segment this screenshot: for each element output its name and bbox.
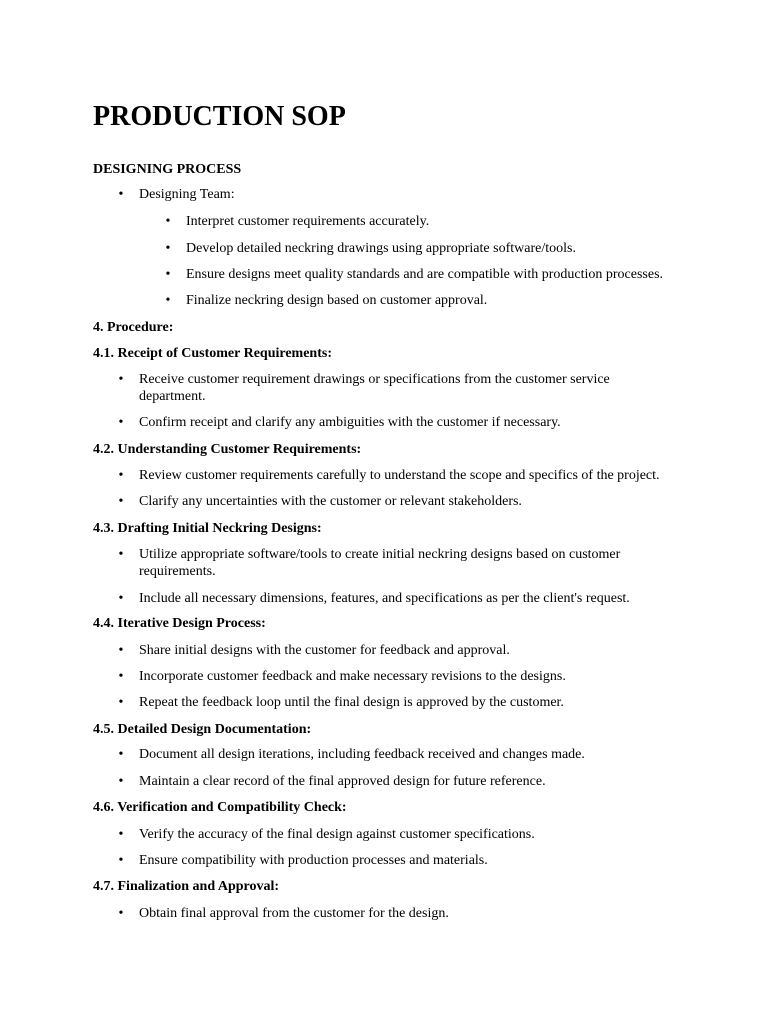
bullet-icon: •	[118, 415, 124, 430]
bullet-icon: •	[118, 774, 124, 789]
bullet-icon: •	[118, 747, 124, 762]
list-item	[118, 826, 679, 843]
list-item-text: Finalize neckring design based on customer approval.	[186, 293, 488, 308]
list-item-text: Utilize appropriate software/tools to create initial neckring designs based on customer requirements.	[139, 547, 621, 579]
list-item-text: Incorporate customer feedback and make necessary revisions to the designs.	[139, 669, 566, 684]
section-heading-4-5: 4.5. Detailed Design Documentation:	[93, 722, 312, 737]
bullet-icon: •	[118, 827, 124, 842]
section-heading-4-6: 4.6. Verification and Compatibility Check:	[93, 800, 347, 815]
list-item-designing-team	[118, 186, 679, 203]
bullet-icon: •	[165, 241, 171, 256]
sub-list-item	[165, 292, 726, 309]
list-item	[118, 773, 679, 790]
list-item-text: Repeat the feedback loop until the final design is approved by the customer.	[139, 695, 564, 710]
list-item-text: Verify the accuracy of the final design against customer specifications.	[139, 827, 535, 842]
bullet-icon: •	[118, 187, 124, 202]
bullet-icon: •	[118, 591, 124, 606]
bullet-icon: •	[118, 372, 124, 387]
list-item-text: Develop detailed neckring drawings using appropriate software/tools.	[186, 241, 576, 256]
bullet-icon: •	[118, 494, 124, 509]
bullet-icon: •	[118, 468, 124, 483]
list-item	[118, 905, 679, 922]
list-item	[118, 371, 679, 405]
sub-list-item	[165, 266, 726, 283]
list-item-text: Document all design iterations, including feedback received and changes made.	[139, 747, 585, 762]
sub-list-item	[165, 213, 726, 230]
list-item-text: Designing Team:	[139, 187, 235, 202]
bullet-icon: •	[118, 695, 124, 710]
section-heading-designing-process: DESIGNING PROCESS	[93, 162, 242, 177]
section-heading-4-7: 4.7. Finalization and Approval:	[93, 879, 280, 894]
list-item	[118, 852, 679, 869]
bullet-icon: •	[165, 293, 171, 308]
list-item-text: Review customer requirements carefully to understand the scope and specifics of the project.	[139, 468, 660, 483]
list-item	[118, 546, 639, 580]
list-item	[118, 467, 679, 484]
document-title: PRODUCTION SOP	[93, 101, 346, 132]
list-item-text: Ensure designs meet quality standards and are compatible with production processes.	[186, 267, 664, 282]
list-item-text: Clarify any uncertainties with the customer or relevant stakeholders.	[139, 494, 522, 509]
section-heading-4-3: 4.3. Drafting Initial Neckring Designs:	[93, 521, 322, 536]
bullet-icon: •	[118, 906, 124, 921]
list-item-text: Obtain final approval from the customer for the design.	[139, 906, 449, 921]
bullet-icon: •	[165, 267, 171, 282]
section-heading-4-4: 4.4. Iterative Design Process:	[93, 616, 266, 631]
bullet-icon: •	[118, 853, 124, 868]
list-item	[118, 493, 679, 510]
procedure-heading: 4. Procedure:	[93, 320, 174, 335]
bullet-icon: •	[118, 547, 124, 562]
section-heading-4-1: 4.1. Receipt of Customer Requirements:	[93, 346, 332, 361]
list-item-text: Interpret customer requirements accurately.	[186, 214, 430, 229]
list-item	[118, 642, 679, 659]
section-heading-4-2: 4.2. Understanding Customer Requirements:	[93, 442, 362, 457]
list-item-text: Share initial designs with the customer for feedback and approval.	[139, 643, 510, 658]
list-item	[118, 590, 679, 607]
list-item	[118, 414, 679, 431]
list-item	[118, 694, 679, 711]
list-item-text: Include all necessary dimensions, features, and specifications as per the client's request.	[139, 591, 630, 606]
bullet-icon: •	[118, 669, 124, 684]
list-item-text: Receive customer requirement drawings or specifications from the customer service department.	[139, 372, 610, 404]
bullet-icon: •	[118, 643, 124, 658]
bullet-icon: •	[165, 214, 171, 229]
sub-list-item	[165, 240, 726, 257]
list-item	[118, 746, 679, 763]
list-item-text: Ensure compatibility with production processes and materials.	[139, 853, 488, 868]
list-item-text: Confirm receipt and clarify any ambiguities with the customer if necessary.	[139, 415, 561, 430]
list-item	[118, 668, 679, 685]
list-item-text: Maintain a clear record of the final approved design for future reference.	[139, 774, 546, 789]
